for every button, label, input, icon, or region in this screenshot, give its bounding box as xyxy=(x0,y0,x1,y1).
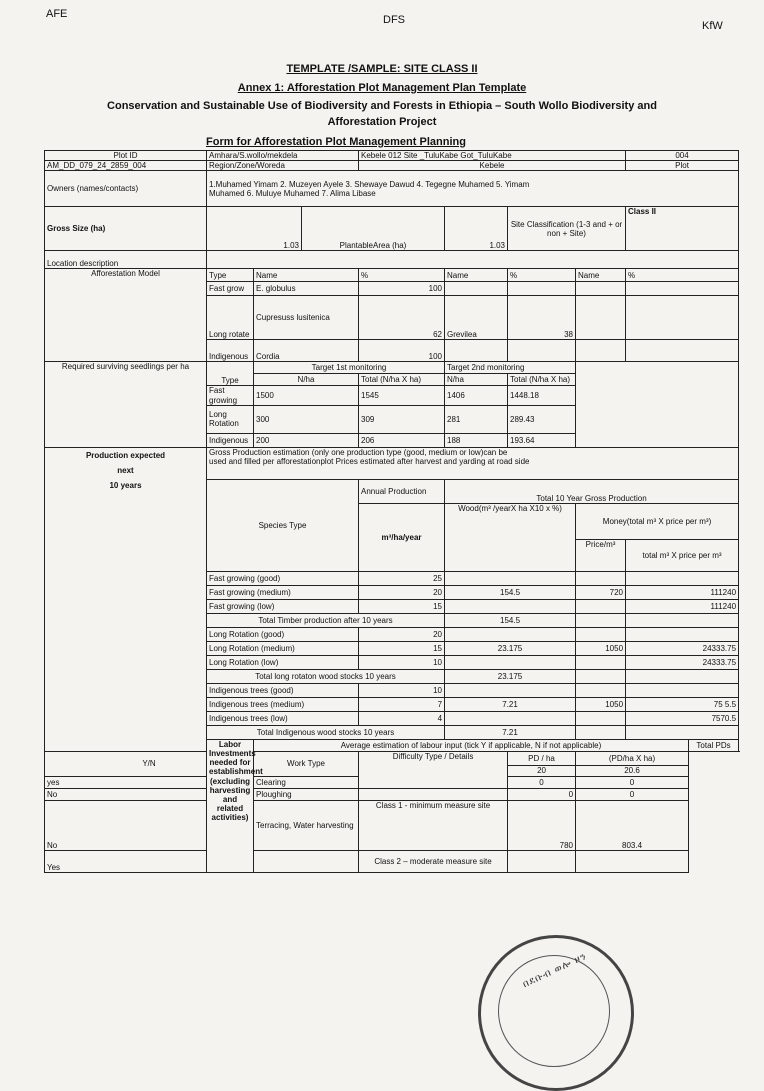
header-center-mark: DFS xyxy=(383,14,405,26)
seedlings-header-total2: Total (N/ha X ha) xyxy=(508,374,576,386)
production-row-wood xyxy=(445,655,576,669)
production-note xyxy=(207,447,739,479)
production-row-money: 75 5.5 xyxy=(626,697,739,711)
production-row-money xyxy=(626,683,739,697)
aff-header-name3: Name xyxy=(576,269,626,282)
labor-row-pdha: 0 xyxy=(508,788,576,800)
seedlings-row-n1: 1500 xyxy=(254,386,359,405)
plot-id-label: Plot ID xyxy=(45,151,207,161)
project-title-line2: Afforestation Project xyxy=(327,116,437,128)
production-row-species: Fast growing (low) xyxy=(207,599,359,613)
aff-row-name: E. globulus xyxy=(254,282,359,296)
labor-row-detail xyxy=(359,788,508,800)
aff-row-name2: Grevilea xyxy=(445,296,508,340)
seedlings-row-n2: 281 xyxy=(445,405,508,433)
production-row-annual: 20 xyxy=(359,585,445,599)
production-note-line2: used and filled per afforestationplot Prices estimated after harvest and yarding at road side xyxy=(209,456,530,466)
production-row-money: 7570.5 xyxy=(626,711,739,725)
gross-size-value: 1.03 xyxy=(207,207,302,251)
labor-row-pdha xyxy=(508,850,576,872)
labor-row-detail: Class 1 - minimum measure site xyxy=(359,800,508,850)
labor-header-difficulty: Difficulty Type / Details xyxy=(359,751,508,788)
production-row-species: Fast growing (good) xyxy=(207,571,359,585)
production-row-wood: 23.175 xyxy=(445,641,576,655)
labor-row-detail: Class 2 – moderate measure site xyxy=(359,850,508,872)
labor-row-yn: No xyxy=(45,788,254,800)
aff-header-type: Type xyxy=(207,269,254,282)
seedlings-row-n1: 300 xyxy=(254,405,359,433)
kebele-label: Kebele xyxy=(359,161,626,171)
production-row-price xyxy=(576,725,626,739)
labor-row-work: Ploughing xyxy=(254,788,359,800)
aff-row-type: Long rotate xyxy=(207,296,254,340)
production-row-money: 111240 xyxy=(626,599,739,613)
owners-value xyxy=(207,171,739,207)
production-row-wood xyxy=(445,711,576,725)
seedlings-row-t2: 193.64 xyxy=(508,433,576,447)
aff-row-pct2 xyxy=(508,340,576,362)
aff-row-name: Cordia xyxy=(254,340,359,362)
seedlings-header-nha2: N/ha xyxy=(445,374,508,386)
production-label-line1: Production expected xyxy=(85,450,166,460)
production-row-species: Long Rotation (good) xyxy=(207,627,359,641)
production-row-wood: 154.5 xyxy=(445,585,576,599)
official-seal-text: በደቡብ ወሎ ዞን xyxy=(521,950,589,991)
production-row-annual: 10 xyxy=(359,683,445,697)
production-row-species: Indigenous trees (medium) xyxy=(207,697,359,711)
aff-header-pct2: % xyxy=(508,269,576,282)
production-header-money: Money(total m³ X price per m³) xyxy=(576,503,739,539)
labor-row-total: 0 xyxy=(576,776,689,788)
production-row-annual: 7 xyxy=(359,697,445,711)
plantable-area-label: PlantableArea (ha) xyxy=(302,207,445,251)
seedlings-row-n2: 188 xyxy=(445,433,508,447)
seedlings-row-type: Fast growing xyxy=(207,386,254,405)
labor-row-yn: Yes xyxy=(45,850,254,872)
production-row-wood xyxy=(445,683,576,697)
seedlings-row-t1: 1545 xyxy=(359,386,445,405)
production-row-species: Long Rotation (low) xyxy=(207,655,359,669)
production-row-total: Total long rotaton wood stocks 10 years xyxy=(207,669,445,683)
production-row-species: Long Rotation (medium) xyxy=(207,641,359,655)
labor-label-line1: Labor Investments xyxy=(209,739,256,758)
production-label xyxy=(45,447,207,751)
production-row-money xyxy=(626,571,739,585)
labor-header-pdha: PD / ha xyxy=(508,751,576,765)
form-title: Form for Afforestation Plot Management Planning xyxy=(206,136,466,148)
header-right-mark: KfW xyxy=(702,20,723,32)
labor-row-total xyxy=(576,850,689,872)
labor-row-total: 803.4 xyxy=(576,800,689,850)
region-value: Amhara/S.wollo/mekdela xyxy=(207,151,359,161)
aff-row-pct2 xyxy=(508,282,576,296)
labor-row-yn: yes xyxy=(45,776,254,788)
production-row-money xyxy=(626,669,739,683)
site-class-value: Class II xyxy=(626,207,739,251)
production-row-annual: 15 xyxy=(359,599,445,613)
production-header-price: Price/m³ xyxy=(576,539,626,571)
production-row-annual: 10 xyxy=(359,655,445,669)
site-class-label: Site Classification (1-3 and + or non + Site) xyxy=(508,207,626,251)
location-label: Location description xyxy=(45,251,207,269)
production-row-species: Fast growing (medium) xyxy=(207,585,359,599)
production-row-money: 24333.75 xyxy=(626,641,739,655)
production-row-wood xyxy=(445,599,576,613)
production-row-wood: 7.21 xyxy=(445,697,576,711)
afforestation-form xyxy=(44,150,739,873)
aff-row-name2 xyxy=(445,340,508,362)
labor-row-work: Clearing xyxy=(254,776,359,788)
production-row-species: Indigenous trees (good) xyxy=(207,683,359,697)
labor-row-work xyxy=(254,850,359,872)
production-row-total: Total Indigenous wood stocks 10 years xyxy=(207,725,445,739)
seedlings-row-n1: 200 xyxy=(254,433,359,447)
production-row-price xyxy=(576,613,626,627)
production-row-price xyxy=(576,669,626,683)
labor-label-line4: harvesting and related xyxy=(209,785,251,814)
labor-row-yn: No xyxy=(45,800,254,850)
production-header-total10: Total 10 Year Gross Production xyxy=(445,479,739,503)
aff-row-pct: 62 xyxy=(359,296,445,340)
seedlings-row-type: Long Rotation xyxy=(207,405,254,433)
location-value xyxy=(207,251,739,269)
production-row-wood: 154.5 xyxy=(445,613,576,627)
production-row-wood: 23.175 xyxy=(445,669,576,683)
labor-row-total: 0 xyxy=(576,788,689,800)
seedlings-header-nha: N/ha xyxy=(254,374,359,386)
aff-row-type: Fast grow xyxy=(207,282,254,296)
seedlings-row-t2: 289.43 xyxy=(508,405,576,433)
production-header-species: Species Type xyxy=(207,479,359,571)
seedlings-row-type: Indigenous xyxy=(207,433,254,447)
production-row-price xyxy=(576,599,626,613)
template-title: TEMPLATE /SAMPLE: SITE CLASS II xyxy=(286,63,478,75)
aff-row-pct: 100 xyxy=(359,282,445,296)
aff-row-pct: 100 xyxy=(359,340,445,362)
labor-pre-total: 20.6 xyxy=(576,765,689,776)
labor-row-pdha: 780 xyxy=(508,800,576,850)
seedlings-header-type: Type xyxy=(207,362,254,386)
seedlings-row-n2: 1406 xyxy=(445,386,508,405)
aff-row-name2 xyxy=(445,282,508,296)
production-row-species: Indigenous trees (low) xyxy=(207,711,359,725)
production-row-wood xyxy=(445,627,576,641)
production-row-money: 111240 xyxy=(626,585,739,599)
production-row-money: 24333.75 xyxy=(626,655,739,669)
labor-pre-pdha: 20 xyxy=(508,765,576,776)
production-label-line2: next xyxy=(117,465,134,475)
aff-header-name2: Name xyxy=(445,269,508,282)
gross-size-label: Gross Size (ha) xyxy=(45,207,207,251)
labor-label-line3: (excluding xyxy=(209,776,250,786)
production-header-totalprice: total m³ X price per m³ xyxy=(626,539,739,571)
production-row-annual: 15 xyxy=(359,641,445,655)
labor-label-line2: needed for establishment xyxy=(209,758,263,777)
labor-header-yn: Y/N xyxy=(45,751,254,776)
header-left-mark: AFE xyxy=(46,8,68,20)
seedlings-target1: Target 1st monitoring xyxy=(254,362,445,374)
owners-label: Owners (names/contacts) xyxy=(45,171,207,207)
production-row-price xyxy=(576,683,626,697)
plot-value: 004 xyxy=(626,151,739,161)
production-row-money xyxy=(626,613,739,627)
labor-row-pdha: 0 xyxy=(508,776,576,788)
labor-label-line5: activities) xyxy=(211,813,249,823)
labor-avg-note: Average estimation of labour input (tick Y if applicable, N if not applicable) xyxy=(254,739,689,751)
production-header-annual: Annual Production xyxy=(359,479,445,503)
owners-line1: 1.Muhamed Yimam 2. Muzeyen Ayele 3. Shewaye Dawud 4. Tegegne Muhamed 5. Yimam xyxy=(209,179,530,189)
labor-header-total-pds: Total PDs xyxy=(689,739,739,751)
aff-row-type: Indigenous xyxy=(207,340,254,362)
production-row-price xyxy=(576,655,626,669)
afforestation-model-label: Afforestation Model xyxy=(45,269,207,362)
seedlings-row-t1: 309 xyxy=(359,405,445,433)
production-row-total: Total Timber production after 10 years xyxy=(207,613,445,627)
production-row-price xyxy=(576,571,626,585)
aff-header-name: Name xyxy=(254,269,359,282)
production-row-annual: 4 xyxy=(359,711,445,725)
production-row-annual: 25 xyxy=(359,571,445,585)
seedlings-row-t2: 1448.18 xyxy=(508,386,576,405)
production-row-wood xyxy=(445,571,576,585)
kebele-value: Kebele 012 Site _TuluKabe Got_TuluKabe xyxy=(359,151,626,161)
production-row-money xyxy=(626,627,739,641)
annex-title: Annex 1: Afforestation Plot Management Plan Template xyxy=(237,82,527,94)
labor-header-work: Work Type xyxy=(254,751,359,776)
production-header-unit: m³/ha/year xyxy=(359,503,445,571)
production-row-price: 1050 xyxy=(576,697,626,711)
production-row-price xyxy=(576,627,626,641)
production-note-line1: Gross Production estimation (only one production type (good, medium or low)can be xyxy=(209,447,508,457)
plot-id-value: AM_DD_079_24_2859_004 xyxy=(45,161,207,171)
plot-label: Plot xyxy=(626,161,739,171)
seedlings-row-t1: 206 xyxy=(359,433,445,447)
aff-header-pct: % xyxy=(359,269,445,282)
production-row-price xyxy=(576,711,626,725)
region-label: Region/Zone/Woreda xyxy=(207,161,359,171)
production-row-money xyxy=(626,725,739,739)
aff-header-pct3: % xyxy=(626,269,739,282)
project-title-line1: Conservation and Sustainable Use of Biodiversity and Forests in Ethiopia – South Wollo Biodiversity and xyxy=(107,100,657,112)
seedlings-label: Required surviving seedlings per ha xyxy=(45,362,207,447)
owners-line2: Muhamed 6. Muluye Muhamed 7. Alima Libase xyxy=(209,188,376,198)
production-row-price: 1050 xyxy=(576,641,626,655)
production-header-wood: Wood(m³ /yearX ha X10 x %) xyxy=(445,503,576,571)
plantable-area-value: 1.03 xyxy=(445,207,508,251)
aff-row-pct2: 38 xyxy=(508,296,576,340)
production-row-annual: 20 xyxy=(359,627,445,641)
aff-row-name: Cupresuss lusitenica xyxy=(254,296,359,340)
production-row-price: 720 xyxy=(576,585,626,599)
seedlings-target2: Target 2nd monitoring xyxy=(445,362,576,374)
production-label-line3: 10 years xyxy=(109,481,142,491)
seedlings-header-total: Total (N/ha X ha) xyxy=(359,374,445,386)
labor-row-work: Terracing, Water harvesting xyxy=(254,800,359,850)
labor-header-pdhaxha: (PD/ha X ha) xyxy=(576,751,689,765)
production-row-wood: 7.21 xyxy=(445,725,576,739)
